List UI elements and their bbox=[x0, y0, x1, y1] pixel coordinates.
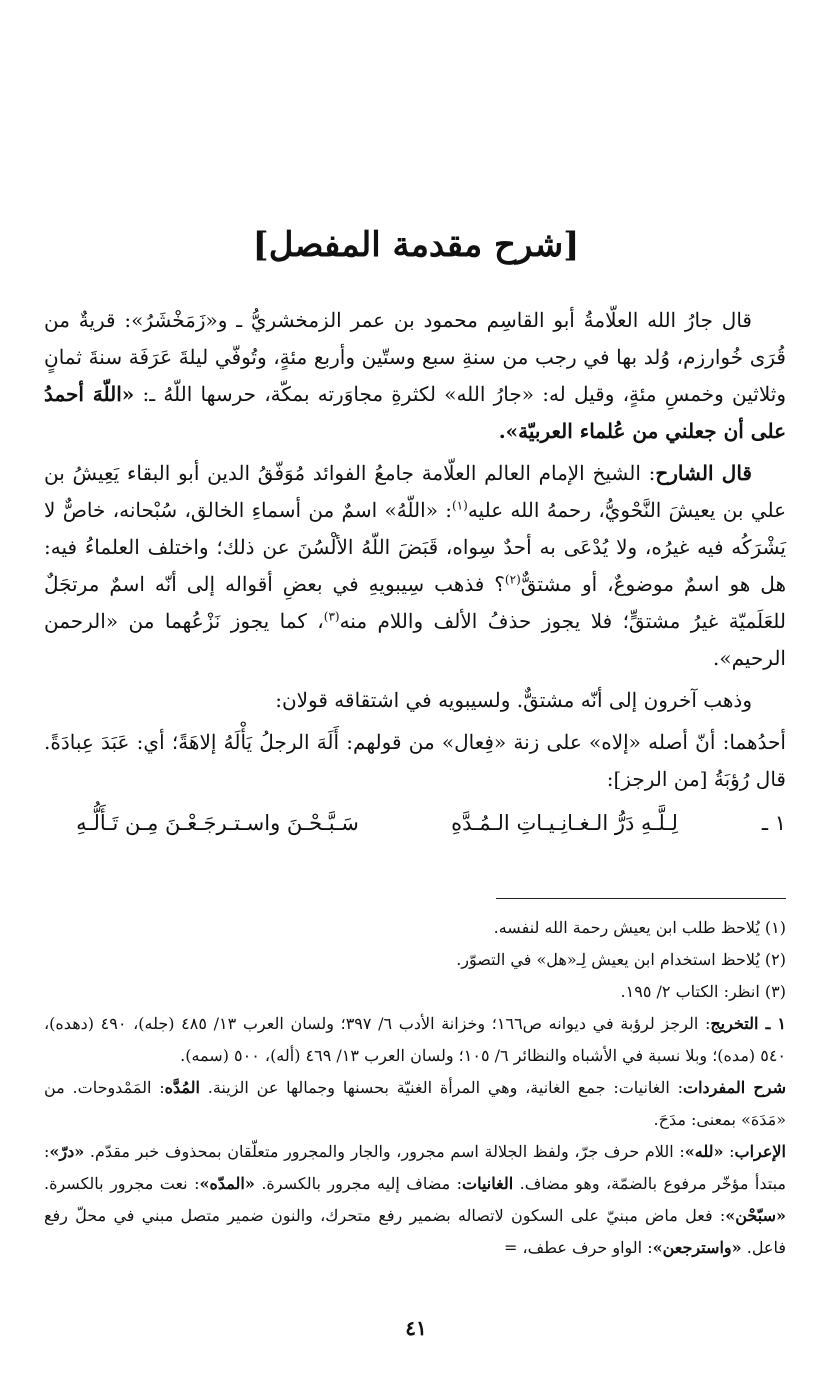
irab-text-4: : مضاف إليه مجرور بالكسرة. bbox=[254, 1174, 463, 1193]
irab-word-3: الغانيات bbox=[462, 1174, 514, 1193]
verse-number: ١ ـ bbox=[761, 811, 786, 835]
irab-text-6: : فعل ماض مبنيّ على السكون لاتصاله بضمير رفع متحرك، والنون ضمير متصل مبني في محلّ رفع فاعل. bbox=[44, 1206, 786, 1257]
mufradat-word: المُدَّه bbox=[164, 1078, 200, 1097]
footnote-separator bbox=[496, 898, 786, 899]
poetry-verse bbox=[44, 803, 786, 843]
footnote-ref-2: (٢) bbox=[504, 572, 521, 587]
others-paragraph: وذهب آخرون إلى أنّه مشتقٌّ. ولسيبويه في اشتقاقه قولان: bbox=[275, 688, 752, 712]
irab-word-2: «درّ» bbox=[49, 1142, 85, 1161]
footnote-3: (٣) انظر: الكتاب ٢/ ١٩٥. bbox=[620, 982, 786, 1001]
irab-word-4: «المدّه» bbox=[199, 1174, 255, 1193]
main-text bbox=[44, 302, 786, 843]
verse-hemistich-1: لِـلَّـهِ دَرُّ الـغـانِـيـاتِ الـمُـدَّهِ bbox=[451, 811, 678, 835]
commentary-paragraph bbox=[44, 455, 786, 677]
mufradat-text-1: : الغانيات: جمع الغانية، وهي المرأة الغنيّة بحسنها وجمالها عن الزينة. bbox=[199, 1078, 684, 1097]
first-opinion-paragraph: أحدُهما: أنّ أصله «إلاه» على زنة «فِعال» من قولهم: أَلَهَ الرجلُ يَأْلَهُ إلاهَةً؛ أي: عَبَدَ عِبادَةً. قال رُؤبَةُ [من الرجز]: bbox=[44, 730, 786, 791]
irab-word-1: «لله» bbox=[684, 1142, 724, 1161]
mufradat-lead: شرح المفردات bbox=[683, 1078, 786, 1097]
irab-note bbox=[44, 1136, 786, 1264]
irab-word-6: «واسترجعن» bbox=[652, 1238, 742, 1257]
commentary-text-1: : الشيخ الإمام العالم العلّامة جامعُ الفوائد مُوَفّقُ الدين أبو البقاء يَعِيشُ بن علي بن يعيشَ النَّحْويُّ، رحمهُ الله عليه bbox=[44, 461, 787, 522]
takhrij-note bbox=[44, 1008, 786, 1072]
commentary-text-2: : «اللّهُ» اسمٌ من أسماءِ الخالق، سُبْحانه، خاصٌّ لا يَشْرَكُه فيه غيرُه، ولا يُدْعَى به أحدٌ سِواه، قَبَضَ اللّهُ الألْسُنَ عن ذلك؛ واختلف العلماءُ فيه: هل هو اسمٌ موضوعٌ، أو مشتقٌّ bbox=[44, 498, 786, 596]
mufradat-note bbox=[44, 1072, 786, 1136]
verse-hemistich-2: سَـبَّـحْـنَ واسـتـرجَـعْـنَ مِـن تَـأَلُّـهِ bbox=[76, 811, 359, 835]
footnotes-section bbox=[44, 912, 786, 1264]
commentary-lead: قال الشارح bbox=[655, 461, 752, 485]
intro-text: قال جارُ الله العلّامةُ أبو القاسِم محمود بن عمر الزمخشريُّ ـ و«زَمَخْشَرُ»: قريةٌ من قُرَى خُوارزم، وُلد بها في رجب من سنةِ سبع وستّين وأربع مئةٍ، وتُوفّي ليلةَ عَرَفَة سنةَ ثمانٍ وثلاثين وخمسِ مئةٍ، وقيل له: «جارُ الله» لكثرةِ مجاوَرته بمكّة، حرسها اللّهُ ـ: bbox=[44, 308, 787, 406]
page-title: [شرح مقدمة المفصل] bbox=[252, 225, 580, 265]
intro-quote: «اللّهَ أحمدُ على أن جعلني من عُلماء العربيّة». bbox=[44, 382, 786, 443]
irab-text-5: : نعت مجرور بالكسرة. bbox=[44, 1174, 200, 1193]
commentary-text-4: ، كما يجوز نَزْعُهما من «الرحمن الرحيم». bbox=[44, 609, 786, 670]
irab-text-3: : مبتدأ مؤخّر مرفوع بالضمّة، وهو مضاف. bbox=[44, 1142, 786, 1193]
footnote-2: (٢) يُلاحظ استخدام ابن يعيش لِـ«هل» في التصوّر. bbox=[456, 950, 786, 969]
irab-text-7: : الواو حرف عطف، = bbox=[504, 1238, 653, 1257]
takhrij-lead: ١ ـ التخريج bbox=[710, 1014, 786, 1033]
irab-text-1: : bbox=[723, 1142, 735, 1161]
page-number: ٤١ bbox=[405, 1316, 427, 1340]
intro-paragraph bbox=[44, 302, 786, 450]
footnote-1: (١) يُلاحظ طلب ابن يعيش رحمة الله لنفسه. bbox=[493, 918, 786, 937]
irab-text-2: : اللام حرف جرّ، ولفظ الجلالة اسم مجرور، والجار والمجرور متعلّقان بمحذوف خبر مقدّم. bbox=[84, 1142, 685, 1161]
takhrij-text: : الرجز لرؤبة في ديوانه ص١٦٦؛ وخزانة الأدب ٦/ ٣٩٧؛ ولسان العرب ١٣/ ٤٨٥ (جله)، ٤٩٠ (دهده)، ٥٤٠ (مده)؛ وبلا نسبة في الأشباه والنظائر ٦/ ١٠٥؛ ولسان العرب ١٣/ ٤٦٩ (أله)، ٥٠٠ (سمه). bbox=[44, 1014, 786, 1065]
mufradat-text-2: : المَمْدوحات. من «مَدَهَ» بمعنى: مدَحَ. bbox=[44, 1078, 786, 1129]
irab-word-5: «سبّحْن» bbox=[725, 1206, 786, 1225]
commentary-text-3: ؟ فذهب سِيبويهِ في بعضِ أقواله إلى أنّه اسمٌ مرتجَلٌ للعَلَميّة غيرُ مشتقٍّ؛ فلا يجوز حذفُ الألف واللام منه bbox=[44, 572, 787, 633]
footnote-ref-3: (٣) bbox=[323, 609, 340, 624]
footnote-ref-1: (١) bbox=[451, 498, 468, 513]
irab-lead: الإعراب bbox=[734, 1142, 786, 1161]
